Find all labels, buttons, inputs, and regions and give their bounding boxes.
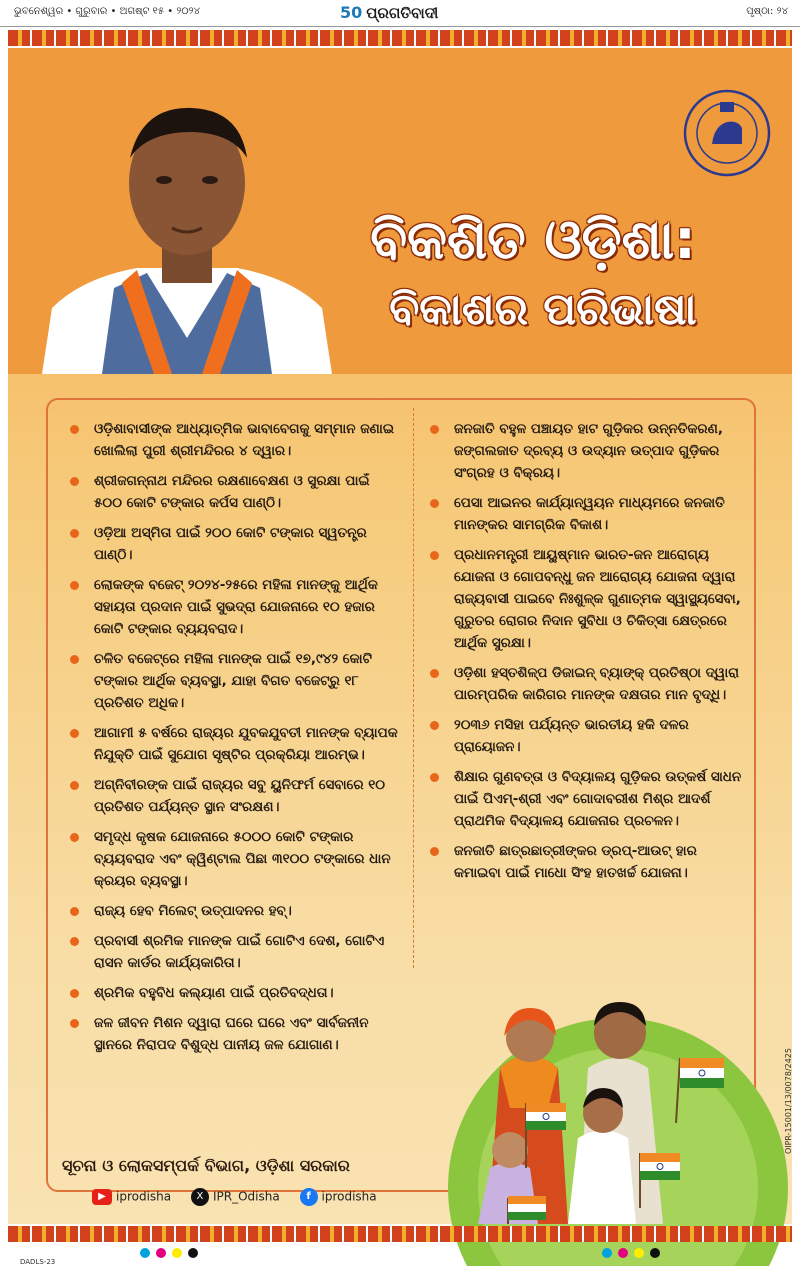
dateline: ଭୁବନେଶ୍ୱର • ଗୁରୁବାର • ଅଗଷ୍ଟ ୧୫ • ୨୦୨୪	[14, 6, 200, 17]
list-item: ଶିକ୍ଷାର ଗୁଣବତ୍ତା ଓ ବିଦ୍ୟାଳୟ ଗୁଡ଼ିକର ଉତ୍କର୍ଷ ସାଧନ ପାଇଁ ପିଏମ୍-ଶ୍ରୀ ଏବଂ ଗୋଦାବରୀଶ ମିଶ୍ର ଆଦର୍ଶ ପ୍ରାଥମିକ ବିଦ୍ୟାଳୟ ଯୋଜନାର ପ୍ରଚଳନ।	[424, 766, 744, 832]
bullet-icon	[70, 477, 79, 486]
bullet-icon	[70, 989, 79, 998]
list-item: ଓଡ଼ିଶା ହସ୍ତଶିଳ୍ପ ଡିଜାଇନ୍ ବ୍ୟାଙ୍କ୍ ପ୍ରତିଷ୍ଠା ଦ୍ୱାରା ପାରମ୍ପରିକ କାରିଗର ମାନଙ୍କ ଦକ୍ଷତାର ମାନ ବୃଦ୍ଧି।	[424, 662, 744, 706]
bullet-icon	[430, 669, 439, 678]
bullet-icon	[70, 655, 79, 664]
list-item: ଶ୍ରମିକ ବହୁବିଧ କଲ୍ୟାଣ ପାଇଁ ପ୍ରତିବଦ୍ଧତା।	[64, 982, 399, 1004]
x-twitter-icon: X	[191, 1188, 209, 1206]
registration-mark-icon	[172, 1248, 182, 1258]
chief-minister-portrait	[42, 88, 332, 374]
page-number: ପୃଷ୍ଠା: ୨୪	[746, 6, 788, 17]
youtube-handle[interactable]: ▶ iprodisha	[92, 1189, 171, 1205]
list-item: ସମୃଦ୍ଧ କୃଷକ ଯୋଜନାରେ ୫୦୦୦ କୋଟି ଟଙ୍କାର ବ୍ୟୟବରାଦ ଏବଂ କ୍ୱିଣ୍ଟାଲ ପିଛା ୩୧୦୦ ଟଙ୍କାରେ ଧାନ କ୍ରୟର ବ୍ୟବସ୍ଥା।	[64, 826, 399, 892]
ad-code-left: DADLS-23	[20, 1258, 56, 1266]
bullet-icon	[70, 907, 79, 916]
registration-mark-icon	[634, 1248, 644, 1258]
list-item: ଜନଜାତି ଛାତ୍ରଛାତ୍ରୀଙ୍କର ଡ୍ରପ୍-ଆଉଟ୍ ହାର କମାଇବା ପାଇଁ ମାଧୋ ସିଂହ ହାତଖର୍ଚ୍ଚ ଯୋଜନା।	[424, 840, 744, 884]
bullet-icon	[430, 499, 439, 508]
list-item: ଜଳ ଜୀବନ ମିଶନ ଦ୍ୱାରା ଘରେ ଘରେ ଏବଂ ସାର୍ବଜନୀନ ସ୍ଥାନରେ ନିରାପଦ ବିଶୁଦ୍ଧ ପାନୀୟ ଜଳ ଯୋଗାଣ।	[64, 1012, 399, 1056]
decorative-elephant-frieze-bottom	[8, 1226, 792, 1242]
bullet-icon	[70, 937, 79, 946]
registration-mark-icon	[188, 1248, 198, 1258]
list-item: ଜନଜାତି ବହୁଳ ପଞ୍ଚାୟତ ହାଟ ଗୁଡ଼ିକର ଉନ୍ନତିକରଣ, ଜଙ୍ଗଲଜାତ ଦ୍ରବ୍ୟ ଓ ଉଦ୍ୟାନ ଉତ୍ପାଦ ଗୁଡ଼ିକର ସଂଗ୍ରହ ଓ ବିକ୍ରୟ।	[424, 418, 744, 484]
column-divider	[413, 408, 415, 968]
ad-title-line-2: ବିକାଶର ପରିଭାଷା	[389, 284, 697, 335]
ad-code-right: OIPR-15001/13/0078/2425	[784, 1048, 793, 1155]
list-item: ପେସା ଆଇନର କାର୍ଯ୍ୟାନ୍ୱୟନ ମାଧ୍ୟମରେ ଜନଜାତି ମାନଙ୍କର ସାମଗ୍ରିକ ବିକାଶ।	[424, 492, 744, 536]
list-item: ରାଜ୍ୟ ହେବ ମିଲେଟ୍ ଉତ୍ପାଦନର ହବ୍।	[64, 900, 399, 922]
registration-mark-icon	[602, 1248, 612, 1258]
bullet-icon	[70, 1019, 79, 1028]
ad-title-line-1: ବିକଶିତ ଓଡ଼ିଶା:	[370, 208, 696, 271]
masthead-title: ପ୍ରଗତିବାଦୀ	[366, 4, 439, 22]
bullet-icon	[430, 721, 439, 730]
list-item: ପ୍ରଧାନମନ୍ତ୍ରୀ ଆୟୁଷ୍ମାନ ଭାରତ-ଜନ ଆରୋଗ୍ୟ ଯୋଜନା ଓ ଗୋପବନ୍ଧୁ ଜନ ଆରୋଗ୍ୟ ଯୋଜନା ଦ୍ୱାରା ରାଜ୍ୟବାସୀ ପାଇବେ ନିଃଶୁଳ୍କ ଗୁଣାତ୍ମକ ସ୍ୱାସ୍ଥ୍ୟସେବା, ଗୁରୁତର ରୋଗର ନିଦାନ ସୁବିଧା ଓ ଚିକିତ୍ସା କ୍ଷେତ୍ରରେ ଆର୍ଥିକ ସୁରକ୍ଷା।	[424, 544, 744, 654]
list-item: ଶ୍ରୀଜଗନ୍ନାଥ ମନ୍ଦିରର ରକ୍ଷଣାବେକ୍ଷଣ ଓ ସୁରକ୍ଷା ପାଇଁ ୫୦୦ କୋଟି ଟଙ୍କାର କର୍ପସ ପାଣ୍ଠି।	[64, 470, 399, 514]
bullet-icon	[70, 833, 79, 842]
odisha-government-seal-icon	[682, 88, 772, 178]
decorative-elephant-frieze-top	[8, 30, 792, 46]
list-item: ଚଳିତ ବଜେଟ୍‌ରେ ମହିଳା ମାନଙ୍କ ପାଇଁ ୧୭,୯୪୨ କୋଟି ଟଙ୍କାର ଆର୍ଥିକ ବ୍ୟବସ୍ଥା, ଯାହା ବିଗତ ବଜେଟ୍‌ରୁ ୧୮ ପ୍ରତିଶତ ଅଧିକ।	[64, 648, 399, 714]
bullet-icon	[70, 581, 79, 590]
registration-mark-icon	[140, 1248, 150, 1258]
ad-header	[8, 48, 792, 374]
bullet-icon	[70, 529, 79, 538]
bullet-icon	[430, 551, 439, 560]
list-item: ଲୋକଙ୍କ ବଜେଟ୍ ୨୦୨୪-୨୫ରେ ମହିଳା ମାନଙ୍କୁ ଆର୍ଥିକ ସହାୟତା ପ୍ରଦାନ ପାଇଁ ସୁଭଦ୍ରା ଯୋଜନାରେ ୧୦ ହଜାର କୋଟି ଟଙ୍କାର ବ୍ୟୟବରାଦ।	[64, 574, 399, 640]
list-item: ଓଡ଼ିଆ ଅସ୍ମିତା ପାଇଁ ୨୦୦ କୋଟି ଟଙ୍କାର ସ୍ୱତନ୍ତ୍ର ପାଣ୍ଠି।	[64, 522, 399, 566]
list-item: ୨୦୩୬ ମସିହା ପର୍ଯ୍ୟନ୍ତ ଭାରତୀୟ ହକି ଦଳର ପ୍ରାୟୋଜନ।	[424, 714, 744, 758]
x-handle[interactable]: X IPR_Odisha	[191, 1188, 280, 1206]
anniversary-logo-icon: 50	[340, 3, 363, 22]
family-with-flags-image	[418, 938, 792, 1224]
list-item: ପ୍ରବାସୀ ଶ୍ରମିକ ମାନଙ୍କ ପାଇଁ ଗୋଟିଏ ଦେଶ, ଗୋଟିଏ ରାସନ କାର୍ଡର କାର୍ଯ୍ୟକାରିତା।	[64, 930, 399, 974]
left-points-list	[64, 418, 399, 1064]
bullet-icon	[70, 781, 79, 790]
right-points-list	[424, 418, 744, 892]
bullet-icon	[70, 729, 79, 738]
social-handles	[92, 1188, 393, 1210]
bullet-icon	[430, 773, 439, 782]
government-advertisement	[8, 48, 793, 1266]
indian-flag-icon	[508, 1196, 546, 1224]
list-item: ଓଡ଼ିଶାବାସୀଙ୍କ ଆଧ୍ୟାତ୍ମିକ ଭାବାବେଗକୁ ସମ୍ମାନ ଜଣାଇ ଖୋଲିଲା ପୁରୀ ଶ୍ରୀମନ୍ଦିରର ୪ ଦ୍ୱାର।	[64, 418, 399, 462]
bullet-icon	[430, 847, 439, 856]
issuing-department: ସୂଚନା ଓ ଲୋକସମ୍ପର୍କ ବିଭାଗ, ଓଡ଼ିଶା ସରକାର	[62, 1156, 350, 1175]
masthead	[340, 3, 438, 22]
registration-mark-icon	[156, 1248, 166, 1258]
bullet-icon	[70, 425, 79, 434]
facebook-handle[interactable]: f iprodisha	[300, 1188, 377, 1206]
bullet-icon	[430, 425, 439, 434]
youtube-icon: ▶	[92, 1189, 112, 1205]
list-item: ଅଗ୍ନିବୀରଙ୍କ ପାଇଁ ରାଜ୍ୟର ସବୁ ୟୁନିଫର୍ମ ସେବାରେ ୧୦ ପ୍ରତିଶତ ପର୍ଯ୍ୟନ୍ତ ସ୍ଥାନ ସଂରକ୍ଷଣ।	[64, 774, 399, 818]
registration-mark-icon	[618, 1248, 628, 1258]
facebook-icon: f	[300, 1188, 318, 1206]
registration-mark-icon	[650, 1248, 660, 1258]
newspaper-header	[0, 0, 800, 27]
list-item: ଆଗାମୀ ୫ ବର୍ଷରେ ରାଜ୍ୟର ଯୁବକଯୁବତୀ ମାନଙ୍କ ବ୍ୟାପକ ନିଯୁକ୍ତି ପାଇଁ ସୁଯୋଗ ସୃଷ୍ଟିର ପ୍ରକ୍ରିୟା ଆରମ୍ଭ।	[64, 722, 399, 766]
